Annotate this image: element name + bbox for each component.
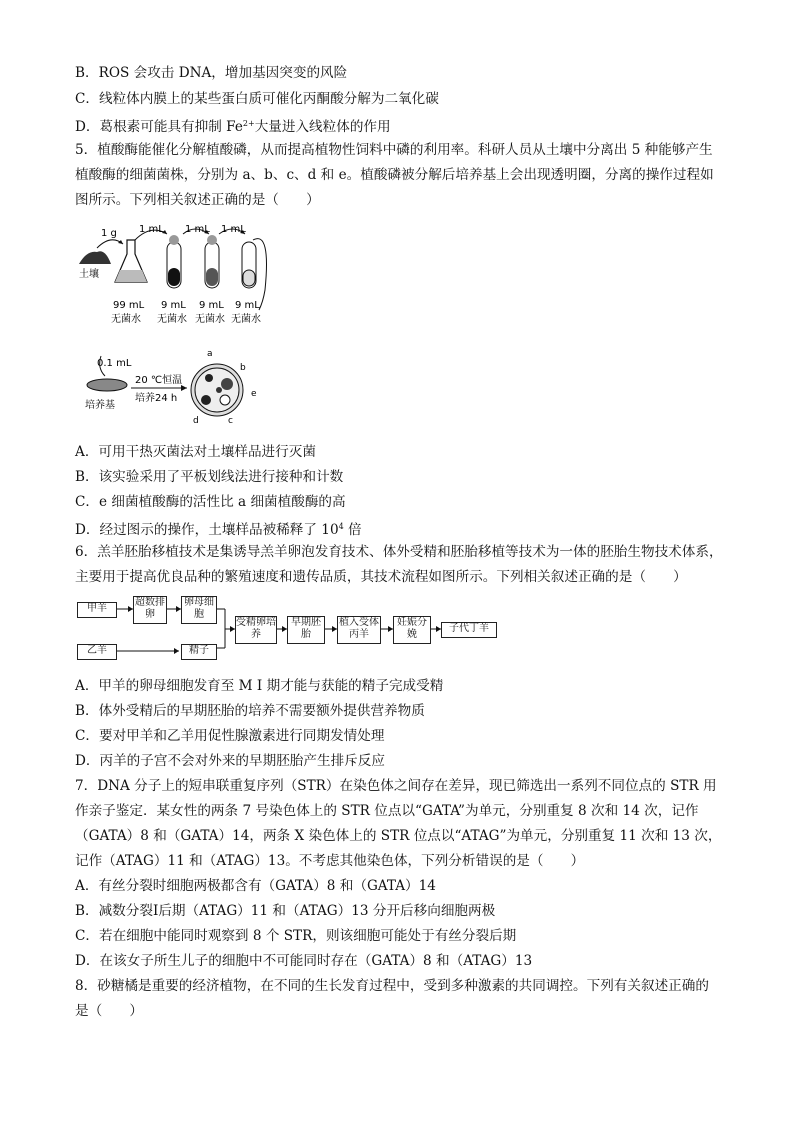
q7-option-b: B．减数分裂Ⅰ后期（ATAG）11 和（ATAG）13 分开后移向细胞两极	[75, 903, 496, 919]
soil-pile-icon	[79, 251, 111, 264]
petri-dish-icon	[87, 379, 127, 391]
q6-option-b: B．体外受精后的早期胚胎的培养不需要额外提供营养物质	[75, 703, 425, 719]
q8-stem-line1: 8．砂糖橘是重要的经济植物，在不同的生长发育过程中，受到多种激素的共同调控。下列有关叙述正确的	[75, 978, 709, 994]
svg-text:c: c	[228, 416, 233, 426]
flow-early-embryo: 早期胚胎	[287, 616, 325, 644]
svg-text:a: a	[207, 349, 213, 359]
q6-flowchart	[75, 596, 505, 664]
q7-stem-line4: 记作（ATAG）11 和（ATAG）13。不考虑其他染色体，下列分析错误的是（ ）	[75, 853, 585, 869]
q6-option-d: D．丙羊的子宫不会对外来的早期胚胎产生排斥反应	[75, 753, 385, 769]
svg-text:培养基: 培养基	[85, 400, 115, 411]
flow-oocyte: 卵母细胞	[181, 596, 217, 624]
svg-text:9 mL: 9 mL	[235, 300, 260, 311]
svg-text:无菌水: 无菌水	[111, 314, 141, 325]
q5-option-b: B．该实验采用了平板划线法进行接种和计数	[75, 469, 344, 485]
svg-text:99 mL: 99 mL	[113, 300, 145, 311]
q4-option-b: B．ROS 会攻击 DNA，增加基因突变的风险	[75, 65, 348, 81]
q5-dilution-figure	[75, 220, 295, 430]
q5-option-a: A．可用干热灭菌法对土壤样品进行灭菌	[75, 444, 316, 460]
q7-stem-line2: 作亲子鉴定．某女性的两条 7 号染色体上的 STR 位点以“GATA”为单元，分别重复 8 次和 14 次，记作	[75, 803, 699, 819]
svg-text:d: d	[193, 416, 199, 426]
svg-text:1 mL: 1 mL	[185, 224, 210, 235]
q7-stem-line1: 7．DNA 分子上的短串联重复序列（STR）在染色体之间存在差异，现已筛选出一系列不同位点的 STR 用	[75, 778, 717, 794]
q6-stem-line2: 主要用于提高优良品种的繁殖速度和遗传品质，其技术流程如图所示。下列相关叙述正确的是（ ）	[75, 569, 687, 585]
svg-text:e: e	[251, 389, 257, 399]
svg-text:1 g: 1 g	[101, 228, 117, 239]
svg-text:9 mL: 9 mL	[161, 300, 186, 311]
q6-option-c: C．要对甲羊和乙羊用促性腺激素进行同期发情处理	[75, 728, 385, 744]
test-tube-icon	[167, 235, 181, 288]
svg-text:b: b	[240, 363, 246, 373]
svg-text:0.1 mL: 0.1 mL	[97, 358, 132, 369]
q4-option-c: C．线粒体内膜上的某些蛋白质可催化丙酮酸分解为二氧化碳	[75, 91, 439, 107]
svg-text:培养24 h: 培养24 h	[135, 393, 178, 404]
flow-sperm: 精子	[181, 644, 217, 660]
q6-stem-line1: 6．羔羊胚胎移植技术是集诱导羔羊卵泡发育技术、体外受精和胚胎移植等技术为一体的胚胎生物技术体系，	[75, 544, 723, 560]
flow-yi-sheep: 乙羊	[77, 644, 117, 660]
svg-text:1 mL: 1 mL	[139, 224, 164, 235]
svg-text:无菌水: 无菌水	[195, 314, 225, 325]
q7-stem-line3: （GATA）8 和（GATA）14，两条 X 染色体上的 STR 位点以“ATAG”为单元，分别重复 11 次和 13 次，	[75, 828, 722, 844]
flow-transfer-bing: 植入受体丙羊	[337, 616, 381, 644]
q7-option-d: D．在该女子所生儿子的细胞中不可能同时存在（GATA）8 和（ATAG）13	[75, 953, 533, 969]
svg-text:9 mL: 9 mL	[199, 300, 224, 311]
q7-option-a: A．有丝分裂时细胞两极都含有（GATA）8 和（GATA）14	[75, 878, 436, 894]
svg-text:无菌水: 无菌水	[231, 314, 261, 325]
q4-option-d: D．葛根素可能具有抑制 $Fe^{2+}$大量进入线粒体的作用	[75, 119, 391, 135]
q8-stem-line2: 是（ ）	[75, 1003, 143, 1019]
flow-pregnancy: 妊娠分娩	[393, 616, 431, 644]
flow-zygote-culture: 受精卵培养	[235, 616, 277, 644]
test-tube-icon	[242, 242, 256, 288]
q5-option-d: D．经过图示的操作，土壤样品被稀释了 $10^4$ 倍	[75, 522, 362, 538]
soil-label: 土壤	[79, 269, 99, 280]
test-tube-icon	[205, 235, 219, 288]
q7-option-c: C．若在细胞中能同时观察到 8 个 STR，则该细胞可能处于有丝分裂后期	[75, 928, 517, 944]
svg-text:无菌水: 无菌水	[157, 314, 187, 325]
flow-offspring-ding: 子代丁羊	[441, 622, 497, 638]
svg-text:20 ℃恒温: 20 ℃恒温	[135, 375, 183, 386]
svg-text:1 mL: 1 mL	[221, 224, 246, 235]
q6-option-a: A．甲羊的卵母细胞发育至 M Ⅰ 期才能与获能的精子完成受精	[75, 678, 444, 694]
q5-stem-line3: 图所示。下列相关叙述正确的是（ ）	[75, 192, 320, 208]
q5-stem-line1: 5．植酸酶能催化分解植酸磷，从而提高植物性饲料中磷的利用率。科研人员从土壤中分离出 5 种能够产生	[75, 142, 713, 158]
flow-jia-sheep: 甲羊	[77, 602, 117, 618]
q5-stem-line2: 植酸酶的细菌菌株，分别为 a、b、c、d 和 e。植酸磷被分解后培养基上会出现透明圈，分离的操作过程如	[75, 167, 714, 183]
flow-superovulation: 超数排卵	[133, 596, 167, 624]
q5-option-c: C．e 细菌植酸酶的活性比 a 细菌植酸酶的高	[75, 494, 346, 510]
